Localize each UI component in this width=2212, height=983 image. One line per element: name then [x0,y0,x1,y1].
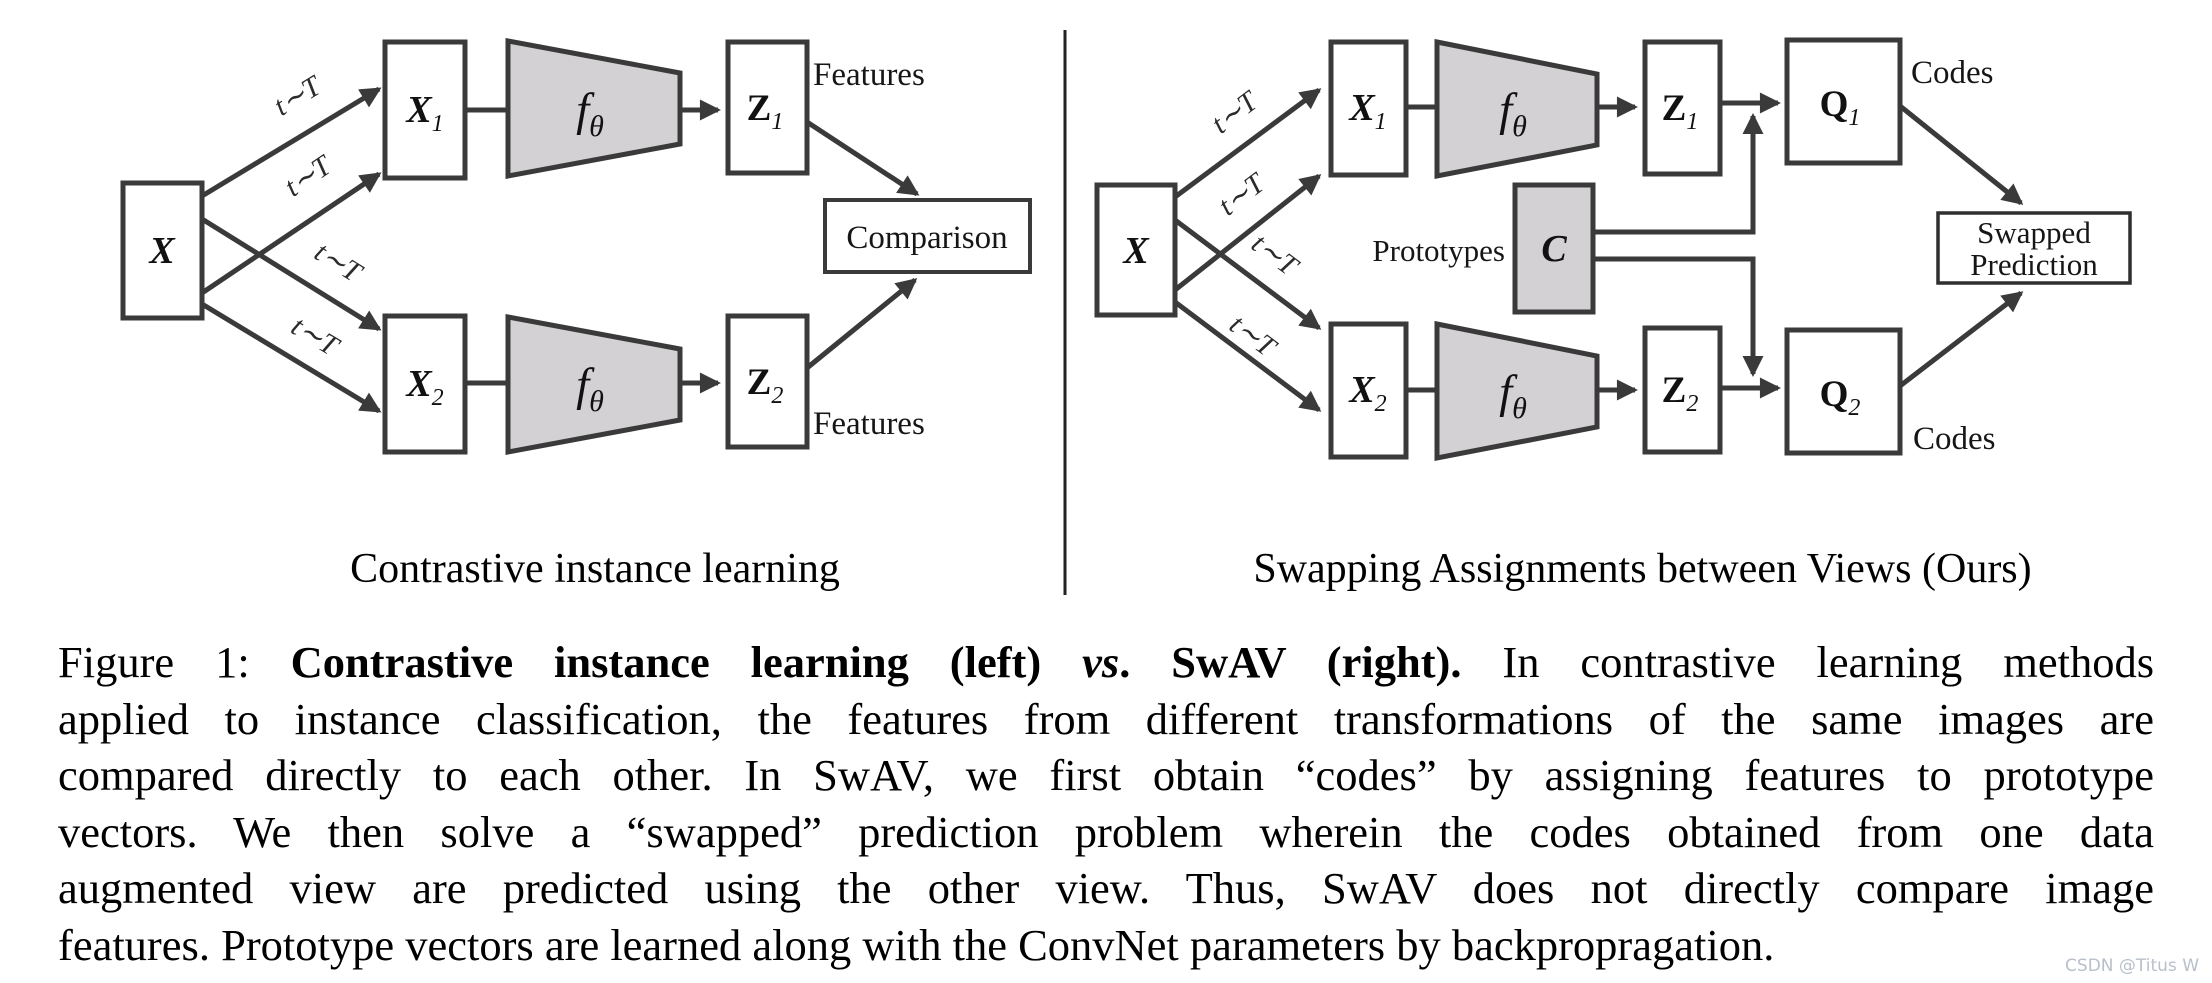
caption-line-1 [58,634,2154,691]
features-label-bottom: Features [813,406,925,442]
view2-label: $X_2$ [406,363,444,411]
view1-label: $X_1$ [1349,87,1387,135]
transform-label: t∼T [1245,227,1304,283]
input-image-label: X [1123,230,1149,272]
transform-label: t∼T [1212,167,1271,223]
csdn-watermark: CSDN @Titus W [2065,956,2199,976]
caption-figure-number: Figure 1: [58,637,291,687]
left-panel-subtitle: Contrastive instance learning [350,546,840,592]
caption-line-4: vectors. We then solve a “swapped” prediction problem wherein the codes obtained from one data [58,806,2154,857]
features-label-top: Features [813,57,925,93]
arrow-z2-to-comparison [807,280,915,368]
codes-label-top: Codes [1911,55,1994,91]
view2-label: $X_2$ [1349,369,1387,417]
transform-label: t∼T [268,70,327,123]
feature2-label: $Z_2$ [1661,370,1699,417]
right-panel-subtitle: Swapping Assignments between Views (Ours) [1253,546,2032,592]
transform-label: t∼T [1223,308,1282,364]
caption-vs: vs [1082,637,1120,687]
caption-bold-period: . [1119,637,1172,687]
caption-bold-right: SwAV (right). [1171,637,1462,687]
figure-caption [58,634,2154,973]
transform-label: t∼T [278,149,338,204]
feature1-label: $Z_1$ [1661,88,1699,135]
encoder-trapezoid [1437,42,1597,176]
arrow-q1-to-swapped [1900,106,2021,203]
encoder-label: $f_\theta$ [1499,366,1527,425]
feature1-label: $Z_1$ [746,88,784,135]
arrow-x-to-x2-b [202,304,379,411]
caption-line-3: compared directly to each other. In SwAV, we first obtain “codes” by assigning features to prototype [58,750,2154,800]
encoder-trapezoid [1437,324,1597,458]
encoder-label: $f_\theta$ [576,84,604,143]
swapped-prediction-label-line2: Prediction [1970,247,2098,282]
left-panel [123,41,1030,452]
prototypes-var-label: C [1541,228,1567,270]
code2-label: $Q_2$ [1819,374,1861,421]
transform-label: t∼T [308,235,367,289]
arrow-z1-to-comparison [807,122,917,194]
comparison-label: Comparison [846,220,1008,256]
transform-label: t∼T [1205,85,1264,141]
right-panel [1097,40,2130,458]
caption-line-2: applied to instance classification, the features from different transformations of the same images are [58,693,2154,744]
encoder-label: $f_\theta$ [576,359,604,418]
arrow-q2-to-swapped [1900,293,2021,386]
encoder-label: $f_\theta$ [1499,84,1527,143]
feature2-label: $Z_2$ [746,362,784,409]
view1-label: $X_1$ [406,89,444,137]
caption-bold-left: Contrastive instance learning (left) [290,637,1083,687]
prototypes-label: Prototypes [1372,233,1505,268]
code1-label: $Q_1$ [1819,84,1861,131]
transform-label: t∼T [285,310,344,363]
codes-label-bottom: Codes [1913,421,1996,457]
encoder-trapezoid [508,41,680,176]
caption-line-5: augmented view are predicted using the other view. Thus, SwAV does not directly compare image [58,863,2154,913]
input-image-label: X [149,230,175,272]
caption-line-1-rest: In contrastive learning methods [1461,637,2155,687]
swapped-prediction-label-line1: Swapped [1977,215,2091,250]
caption-line-6: features. Prototype vectors are learned along with the ConvNet parameters by backpropragation. [58,919,1775,970]
